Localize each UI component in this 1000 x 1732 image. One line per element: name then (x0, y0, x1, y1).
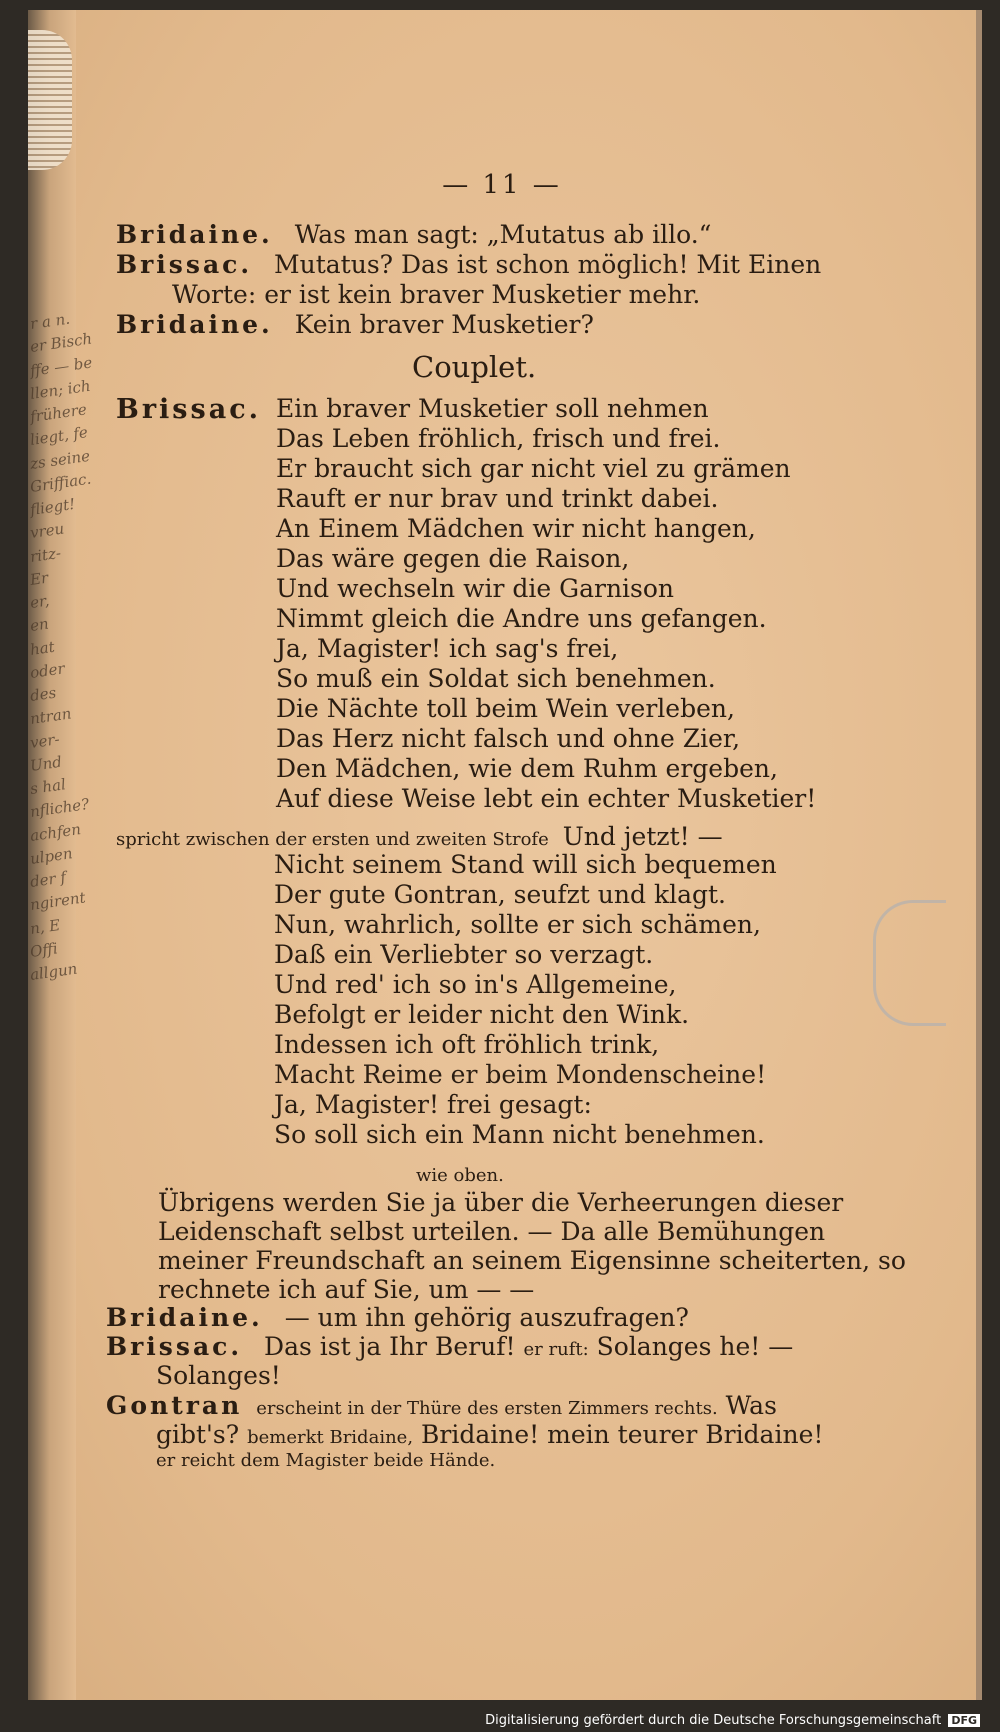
margin-fragment: er, (28, 591, 51, 612)
margin-fragment: hat (28, 637, 56, 659)
stage-direction: spricht zwischen der ersten und zweiten Strofe (116, 829, 549, 850)
dialogue-line (116, 310, 594, 339)
margin-fragment: frühere (28, 400, 88, 426)
margin-fragment: allgun (28, 959, 79, 984)
margin-fragments (28, 309, 94, 1510)
line-text: — um ihn gehörig auszufragen? (284, 1303, 689, 1332)
book-page (28, 10, 982, 1700)
speaker-name: Bridaine. (116, 220, 273, 249)
margin-fragment: ulpen (28, 843, 74, 868)
dialogue-line (116, 220, 711, 249)
text-line: meiner Freundschaft an seinem Eigensinne scheiterten, so (158, 1246, 906, 1275)
text-line: So muß ein Soldat sich benehmen. (276, 664, 716, 693)
margin-fragment: ntran (28, 704, 73, 729)
margin-fragment: ffe — be (28, 352, 94, 380)
margin-fragment: er Bisch (28, 329, 94, 357)
margin-fragment: fliegt! (28, 494, 77, 519)
text-line: Indessen ich oft fröhlich trink, (274, 1030, 660, 1059)
text-line: Und wechseln wir die Garnison (276, 574, 675, 603)
stage-direction: erscheint in der Thüre des ersten Zimmers rechts. (256, 1398, 718, 1419)
margin-fragment: vreu (28, 519, 66, 543)
speaker-name: Gontran (106, 1391, 243, 1420)
stage-direction-line (116, 822, 723, 851)
speaker-name: Brissac. (106, 1332, 243, 1361)
margin-fragment: achfen (28, 819, 82, 845)
text-line: Befolgt er leider nicht den Wink. (274, 1000, 690, 1029)
margin-fragment: ritz- (28, 543, 63, 566)
margin-fragment: Und (28, 752, 63, 775)
text-line: Leidenschaft selbst urteilen. — Da alle Bemühungen (158, 1217, 826, 1246)
text-line: Nicht seinem Stand will sich bequemen (274, 850, 777, 879)
speaker-name: Brissac. (116, 250, 253, 279)
margin-fragment: Offi (28, 939, 59, 961)
margin-fragment: en (28, 614, 50, 636)
footer-credit (485, 1713, 980, 1728)
page-number: — 11 — (442, 170, 562, 200)
text-line: Auf diese Weise lebt ein echter Musketier! (276, 784, 817, 813)
dfg-logo: DFG (948, 1714, 980, 1727)
line-text: Und jetzt! — (562, 822, 723, 851)
speaker-name: Bridaine. (106, 1303, 263, 1332)
dialogue-line (116, 250, 821, 279)
dialogue-line (106, 1391, 777, 1420)
dialogue-line (106, 1303, 689, 1332)
margin-fragment: llen; ich (28, 376, 92, 403)
footer-text: Digitalisierung gefördert durch die Deutsche Forschungsgemeinschaft (485, 1713, 942, 1728)
margin-fragment: s hal (28, 775, 67, 798)
text-line: An Einem Mädchen wir nicht hangen, (276, 514, 756, 543)
margin-fragment: des (28, 683, 58, 705)
text-line: Ja, Magister! ich sag's frei, (276, 634, 619, 663)
text-line: Daß ein Verliebter so verzagt. (274, 940, 654, 969)
line-text: Was man sagt: „Mutatus ab illo.“ (294, 220, 712, 249)
dialogue-line (156, 1361, 281, 1390)
page-edges (28, 30, 72, 170)
line-text: Worte: er ist kein braver Musketier mehr. (172, 280, 701, 309)
text-line: Ja, Magister! frei gesagt: (274, 1090, 592, 1119)
line-text: Das ist ja Ihr Beruf! (264, 1332, 516, 1361)
text-line: Den Mädchen, wie dem Ruhm ergeben, (276, 754, 778, 783)
margin-fragment: liegt, fe (28, 423, 89, 450)
dialogue-line (106, 1332, 793, 1361)
line-text: Was (725, 1391, 777, 1420)
text-line: Die Nächte toll beim Wein verleben, (276, 694, 735, 723)
margin-fragment: nfliche? (28, 795, 91, 822)
text-line: Nimmt gleich die Andre uns gefangen. (276, 604, 767, 633)
song-title: Couplet. (412, 350, 537, 384)
line-text: Mutatus? Das ist schon möglich! Mit Einen (274, 250, 822, 279)
margin-fragment: n, E (28, 915, 62, 938)
stage-direction: bemerkt Bridaine, (247, 1427, 414, 1448)
margin-fragment: Er (28, 568, 50, 589)
text-line: Er braucht sich gar nicht viel zu grämen (276, 454, 791, 483)
text-line: Der gute Gontran, seufzt und klagt. (274, 880, 726, 909)
text-line: Rauft er nur brav und trinkt dabei. (276, 484, 719, 513)
text-line: Das Herz nicht falsch und ohne Zier, (276, 724, 741, 753)
margin-fragment: ngirent (28, 888, 87, 915)
text-line: rechnete ich auf Sie, um — — (158, 1275, 535, 1304)
margin-fragment: zs seine (28, 446, 92, 473)
stage-direction: er ruft: (523, 1339, 589, 1360)
margin-fragment: der f (28, 868, 68, 891)
margin-fragment: Griffiac. (28, 469, 93, 496)
line-text: Bridaine! mein teurer Bridaine! (421, 1420, 824, 1449)
text-line: Ein braver Musketier soll nehmen (276, 394, 709, 423)
line-text: Solanges he! — (596, 1332, 794, 1361)
text-line: Und red' ich so in's Allgemeine, (274, 970, 677, 999)
line-text: gibt's? (156, 1420, 240, 1449)
margin-fragment: oder (28, 659, 66, 682)
text-line: Macht Reime er beim Mondenscheine! (274, 1060, 767, 1089)
dialogue-line (172, 280, 700, 309)
dialogue-line (156, 1420, 823, 1449)
text-line: So soll sich ein Mann nicht benehmen. (274, 1120, 765, 1149)
text-line: Übrigens werden Sie ja über die Verheerungen dieser (158, 1188, 844, 1217)
song-speaker: Brissac. (116, 394, 262, 425)
margin-fragment: r a n. (28, 309, 72, 333)
stage-direction: wie oben. (416, 1165, 504, 1186)
speaker-name: Bridaine. (116, 310, 273, 339)
text-line: Nun, wahrlich, sollte er sich schämen, (274, 910, 761, 939)
line-text: Kein braver Musketier? (294, 310, 594, 339)
bookmark-clip (873, 900, 946, 1026)
line-text: Solanges! (156, 1361, 281, 1390)
text-line: Das Leben fröhlich, frisch und frei. (276, 424, 721, 453)
text-line: Das wäre gegen die Raison, (276, 544, 630, 573)
margin-fragment: ver- (28, 729, 61, 752)
stage-direction: er reicht dem Magister beide Hände. (156, 1450, 496, 1471)
